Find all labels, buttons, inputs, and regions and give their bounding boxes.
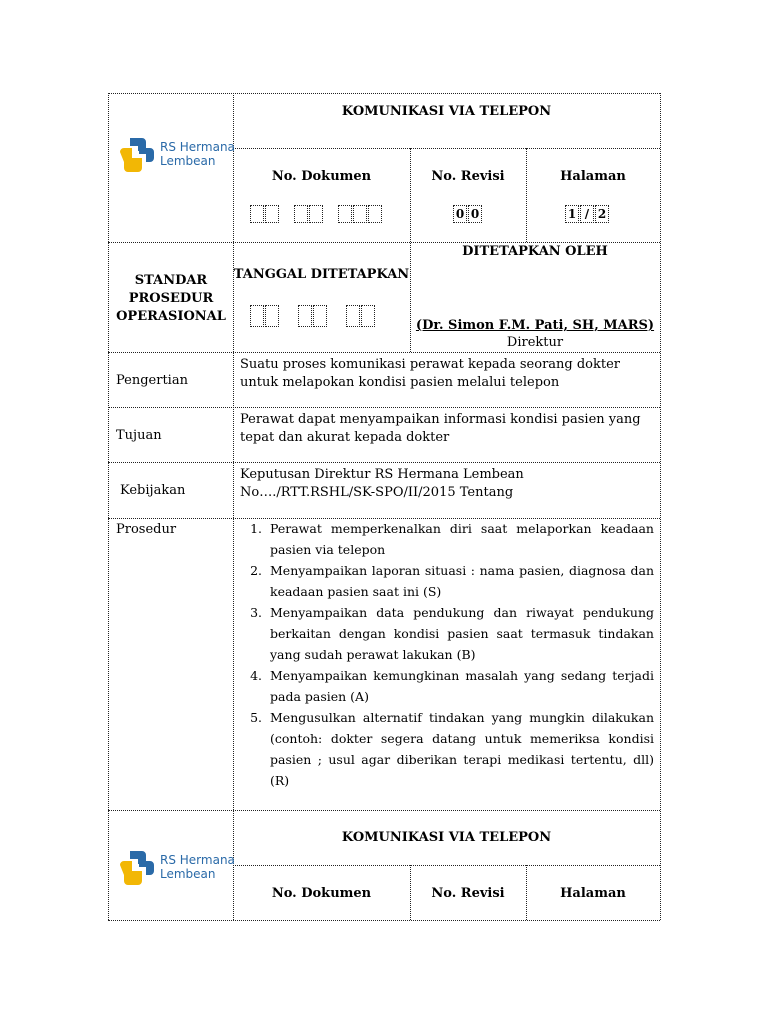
hospital-cross-icon xyxy=(116,134,156,174)
rule xyxy=(233,352,234,810)
rule xyxy=(108,407,660,408)
digit-box xyxy=(294,205,308,223)
no-dokumen-boxes xyxy=(250,205,383,223)
rule xyxy=(526,148,527,242)
digit-box xyxy=(368,205,382,223)
rule xyxy=(108,93,660,94)
digit-box xyxy=(361,305,375,327)
digit-box: 0 xyxy=(453,205,467,223)
list-item: 3. Menyampaikan data pendukung dan riwayat pendukung berkaitan dengan kondisi pasien saat termasuk tindakan yang sudah perawat lakukan (B) xyxy=(266,602,654,665)
document-title: KOMUNIKASI VIA TELEPON xyxy=(341,104,552,119)
digit-box xyxy=(353,205,367,223)
digit-box xyxy=(338,205,352,223)
signer-title: Direktur xyxy=(506,335,564,350)
rule xyxy=(108,352,660,353)
digit-box xyxy=(250,305,264,327)
pengertian-label: Pengertian xyxy=(116,373,188,388)
halaman-boxes xyxy=(565,205,610,223)
rule xyxy=(108,462,660,463)
prosedur-label: Prosedur xyxy=(116,522,177,537)
rule xyxy=(233,148,660,149)
rule xyxy=(108,242,660,243)
no-revisi-label: No. Revisi xyxy=(431,169,505,184)
list-item: 4. Menyampaikan kemungkinan masalah yang sedang terjadi pada pasien (A) xyxy=(266,665,654,707)
logo-sub: Lembean xyxy=(160,154,216,168)
digit-box xyxy=(313,305,327,327)
rule xyxy=(233,865,660,866)
sop-label: STANDAR PROSEDUR OPERASIONAL xyxy=(116,273,226,324)
digit-box xyxy=(265,205,279,223)
rule xyxy=(108,93,109,920)
logo-name: RS Hermana xyxy=(160,853,235,867)
digit-box xyxy=(298,305,312,327)
rule xyxy=(660,93,661,920)
halaman-label: Halaman xyxy=(560,169,626,184)
halaman-label-page2: Halaman xyxy=(560,886,626,901)
tujuan-text: Perawat dapat menyampaikan informasi kondisi pasien yang tepat dan akurat kepada dokter xyxy=(240,412,641,445)
digit-box xyxy=(309,205,323,223)
digit-box: / xyxy=(580,205,594,223)
list-item: 1. Perawat memperkenalkan diri saat melaporkan keadaan pasien via telepon xyxy=(266,518,654,560)
rule xyxy=(108,810,660,811)
digit-box xyxy=(250,205,264,223)
list-item: 5. Mengusulkan alternatif tindakan yang mungkin dilakukan (contoh: dokter segera datang untuk memeriksa kondisi pasien ; usul agar diberikan terapi medikasi tertentu, dll) (R) xyxy=(266,707,654,791)
ditetapkan-label: DITETAPKAN OLEH xyxy=(462,244,608,259)
kebijakan-label: Kebijakan xyxy=(120,483,186,498)
digit-box: 0 xyxy=(468,205,482,223)
tanggal-label: TANGGAL DITETAPKAN xyxy=(233,267,410,282)
kebijakan-text: Keputusan Direktur RS Hermana Lembean No…./RTT.RSHL/SK-SPO/II/2015 Tentang xyxy=(240,467,524,500)
logo-name: RS Hermana xyxy=(160,140,235,154)
no-dokumen-label: No. Dokumen xyxy=(271,169,372,184)
digit-box: 2 xyxy=(595,205,609,223)
digit-box: 1 xyxy=(565,205,579,223)
hospital-logo-page2 xyxy=(116,847,235,887)
logo-sub: Lembean xyxy=(160,867,216,881)
tujuan-label: Tujuan xyxy=(116,428,162,443)
hospital-logo xyxy=(116,134,235,174)
signer-name: (Dr. Simon F.M. Pati, SH, MARS) xyxy=(415,318,655,333)
rule xyxy=(108,920,660,921)
digit-box xyxy=(265,305,279,327)
no-revisi-boxes xyxy=(453,205,483,223)
pengertian-text: Suatu proses komunikasi perawat kepada seorang dokter untuk melapokan kondisi pasien melalui telepon xyxy=(240,357,621,390)
list-item: 2. Menyampaikan laporan situasi : nama pasien, diagnosa dan keadaan pasien saat ini (S) xyxy=(266,560,654,602)
tanggal-boxes xyxy=(250,305,376,327)
no-revisi-label-page2: No. Revisi xyxy=(431,886,505,901)
digit-box xyxy=(346,305,360,327)
rule xyxy=(233,93,234,352)
no-dokumen-label-page2: No. Dokumen xyxy=(271,886,372,901)
document-title-page2: KOMUNIKASI VIA TELEPON xyxy=(341,830,552,845)
hospital-cross-icon xyxy=(116,847,156,887)
prosedur-steps xyxy=(240,518,654,791)
